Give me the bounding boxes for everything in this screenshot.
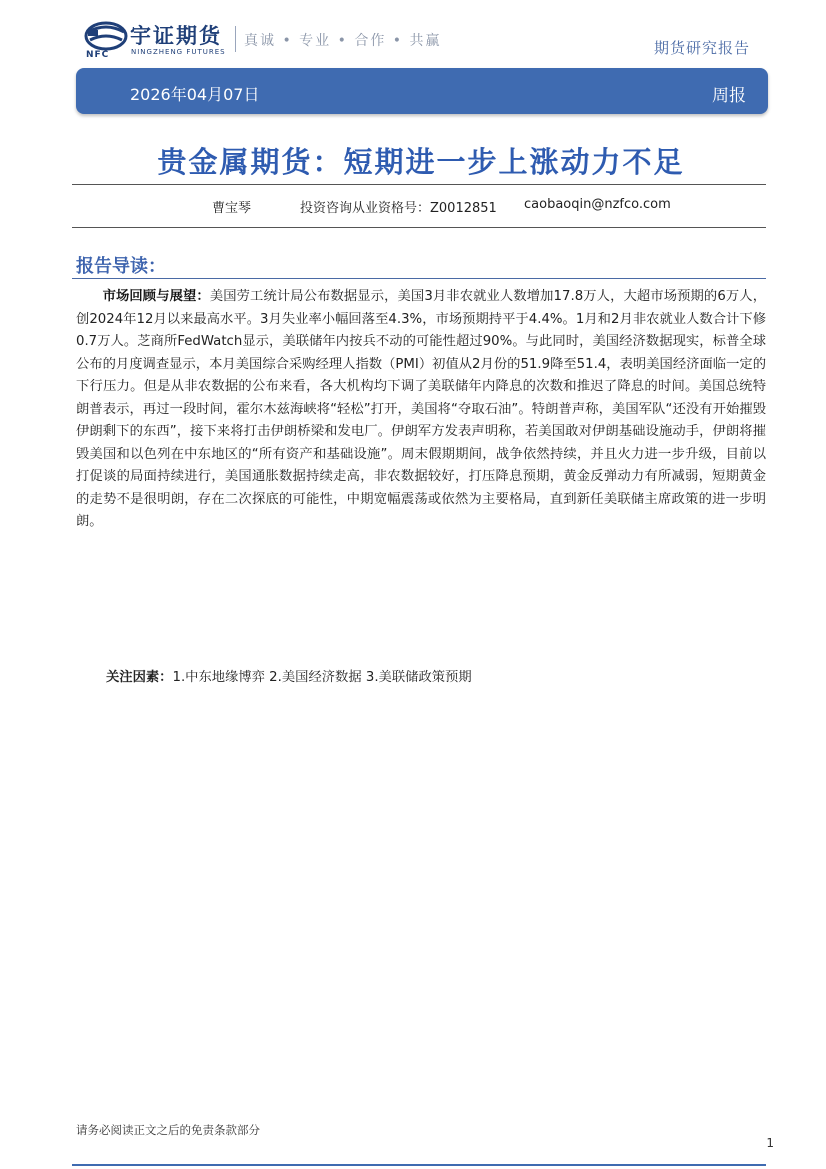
slogan: 真诚 • 专业 • 合作 • 共赢 xyxy=(244,33,442,49)
section-rule xyxy=(72,278,766,279)
title-rule-bottom xyxy=(72,227,766,228)
section-heading: 报告导读： xyxy=(76,256,166,277)
footer-rule xyxy=(72,1164,766,1166)
report-type: 周报 xyxy=(712,86,746,106)
author-license: 投资咨询从业资格号：Z0012851 xyxy=(300,201,497,216)
company-logo xyxy=(84,20,234,62)
focus-factors xyxy=(106,666,472,685)
logo-abbreviation: NFC xyxy=(86,50,110,60)
logo-english-name: NINGZHENG FUTURES xyxy=(131,48,226,56)
summary-paragraph xyxy=(76,286,766,534)
summary-text: 美国劳工统计局公布数据显示，美国3月非农就业人数增加17.8万人，大超市场预期的6万人，创2024年12月以来最高水平。3月失业率小幅回落至4.3%，市场预期持平于4.4%。1月和2月非农就业人数合计下修0.7万人。芝商所FedWatch显示，美联储年内按兵不动的可能性超过90%。与此同时，美国经济数据现实，标普全球公布的月度调查显示，本月美国综合采购经理人指数（PMI）初值从2月份的51.9降至51.4，表明美国经济面临一定的下行压力。但是从非农数据的公布来看，各大机构均下调了美联储年内降息的次数和推迟了降息的时间。美国总统特朗普表示，再过一段时间，霍尔木兹海峡将“轻松”打开，美国将“夺取石油”。特朗普声称，美国军队“还没有开始摧毁伊朗剩下的东西”，接下来将打击伊朗桥梁和发电厂。伊朗军方发表声明称，若美国敢对伊朗基础设施动手，伊朗将摧毁美国和以色列在中东地区的“所有资产和基础设施”。周末假期期间，战争依然持续，并且火力进一步升级，目前以打促谈的局面持续进行，美国通胀数据持续走高，非农数据较好，打压降息预期，黄金反弹动力有所减弱，短期黄金的走势不是很明朗，存在二次探底的可能性，中期宽幅震荡或依然为主要格局，直到新任美联储主席政策的进一步明朗。 xyxy=(76,289,766,529)
date-banner xyxy=(76,68,768,114)
page-number: 1 xyxy=(766,1136,774,1150)
focus-label: 关注因素： xyxy=(106,670,173,685)
report-title: 贵金属期货：短期进一步上涨动力不足 xyxy=(157,145,685,179)
disclaimer-note: 请务必阅读正文之后的免责条款部分 xyxy=(76,1123,260,1137)
slogan-divider xyxy=(235,26,236,52)
report-date: 2026年04月07日 xyxy=(130,85,260,104)
summary-lead: 市场回顾与展望： xyxy=(102,289,210,304)
document-type: 期货研究报告 xyxy=(653,39,750,57)
author-name: 曹宝琴 xyxy=(212,201,252,216)
focus-text: 1.中东地缘博弈 2.美国经济数据 3.美联储政策预期 xyxy=(172,670,472,685)
logo-chinese-name: 宇证期货 xyxy=(130,23,222,48)
author-email[interactable]: caobaoqin@nzfco.com xyxy=(524,197,671,212)
title-rule-top xyxy=(72,184,766,185)
